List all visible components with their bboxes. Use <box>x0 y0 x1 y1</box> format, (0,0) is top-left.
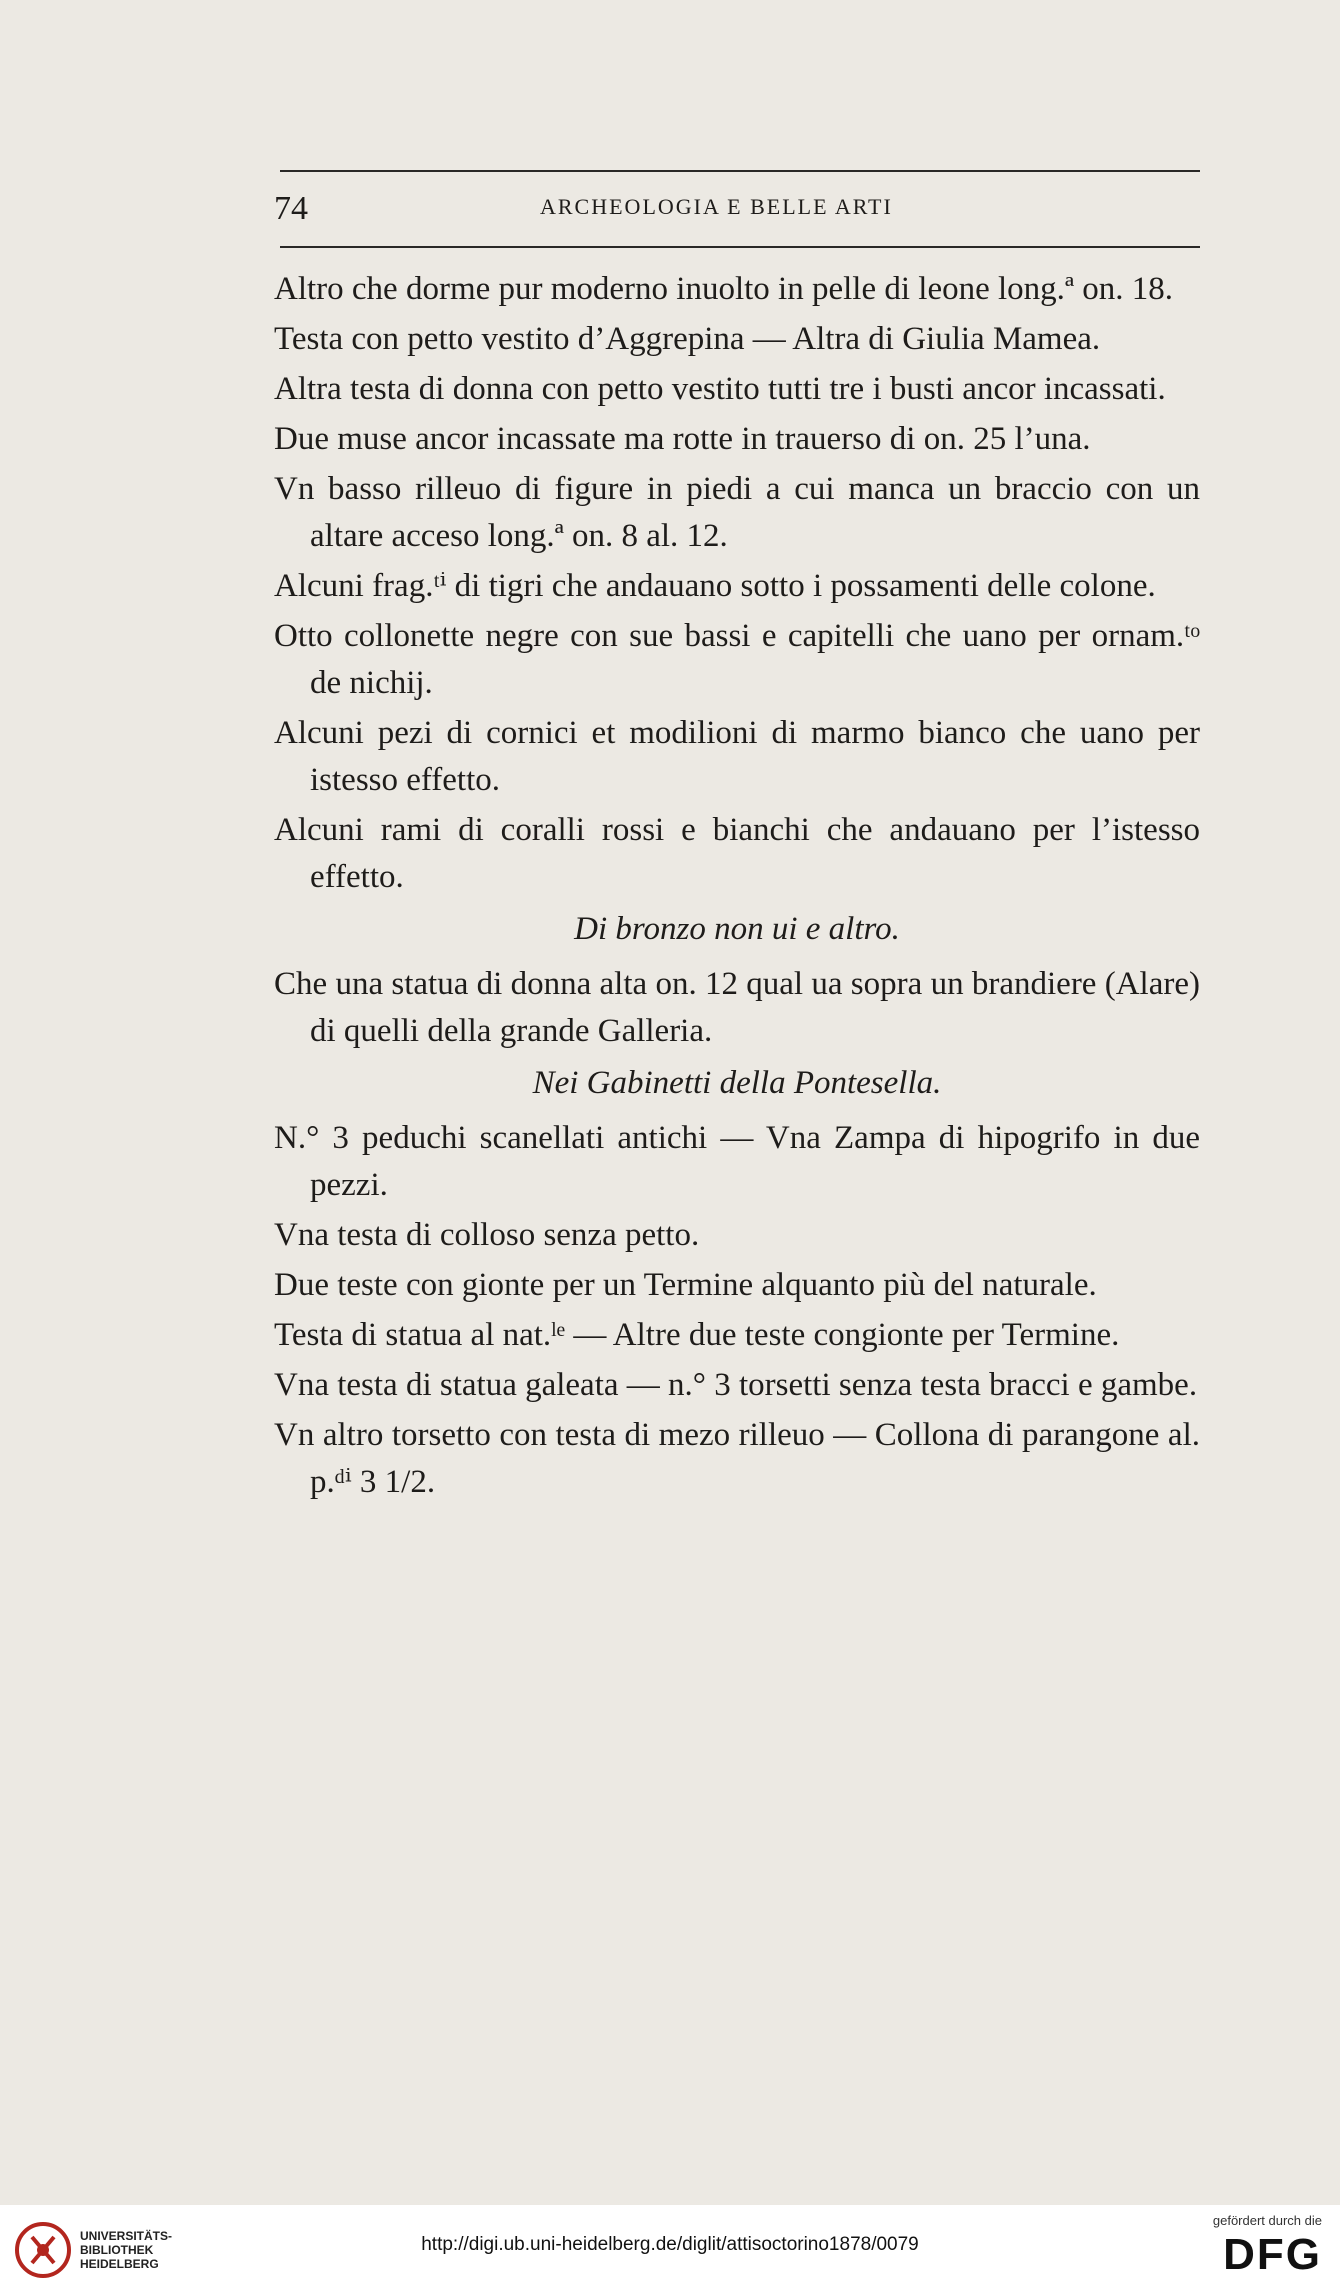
inventory-entry: Vn altro torsetto con testa di mezo rilleuo — Collona di parangone al. p.ᵈⁱ 3 1/2. <box>274 1417 1200 1500</box>
permalink-url[interactable]: http://digi.ub.uni-heidelberg.de/diglit/attisoctorino1878/0079 <box>421 2234 919 2255</box>
inventory-entry: Alcuni frag.ᵗⁱ di tigri che andauano sotto i possamenti delle colone. <box>274 568 1156 604</box>
inventory-entry: Vn basso rilleuo di figure in piedi a cui manca un braccio con un altare acceso long.ª on. 8 al. 12. <box>274 471 1200 554</box>
header-rule-bottom <box>280 246 1200 248</box>
inventory-entry: N.° 3 peduchi scanellati antichi — Vna Zampa di hipogrifo in due pezzi. <box>274 1120 1200 1203</box>
running-head: ARCHEOLOGIA E BELLE ARTI <box>540 194 893 219</box>
inventory-entry: Alcuni pezi di cornici et modilioni di marmo bianco che uano per istesso effetto. <box>274 715 1200 798</box>
page-number: 74 <box>274 190 308 227</box>
inventory-entry: Due teste con gionte per un Termine alquanto più del naturale. <box>274 1267 1097 1303</box>
section-heading-gabinetti: Nei Gabinetti della Pontesella. <box>532 1065 942 1101</box>
inventory-entry: Vna testa di statua galeata — n.° 3 torsetti senza testa bracci e gambe. <box>274 1367 1198 1403</box>
inventory-entry: Che una statua di donna alta on. 12 qual ua sopra un brandiere (Alare) di quelli della grande Galleria. <box>274 966 1200 1049</box>
inventory-entry: Due muse ancor incassate ma rotte in trauerso di on. 25 l’una. <box>274 421 1091 457</box>
dfg-logo: DFG <box>1223 2230 1322 2279</box>
digitization-footer <box>0 2205 1340 2290</box>
inventory-entry: Otto collonette negre con sue bassi e capitelli che uano per ornam.ᵗᵒ de nichij. <box>274 618 1200 701</box>
library-name: UNIVERSITÄTS- BIBLIOTHEK HEIDELBERG <box>80 2229 173 2271</box>
inventory-entry: Altro che dorme pur moderno inuolto in pelle di leone long.ª on. 18. <box>274 271 1174 307</box>
header-rule-top <box>280 170 1200 172</box>
funding-label: gefördert durch die <box>1212 2213 1322 2228</box>
page-body <box>274 266 1200 1509</box>
inventory-entry: Testa con petto vestito d’Aggrepina — Altra di Giulia Mamea. <box>274 321 1101 357</box>
inventory-entry: Testa di statua al nat.ˡᵉ — Altre due teste congionte per Termine. <box>274 1317 1120 1353</box>
inventory-entry: Alcuni rami di coralli rossi e bianchi che andauano per l’istesso effetto. <box>274 812 1200 895</box>
inventory-entry: Altra testa di donna con petto vestito tutti tre i busti ancor incassati. <box>274 371 1166 407</box>
inventory-entry: Vna testa di colloso senza petto. <box>274 1217 700 1253</box>
section-heading-bronze: Di bronzo non ui e altro. <box>574 911 900 947</box>
